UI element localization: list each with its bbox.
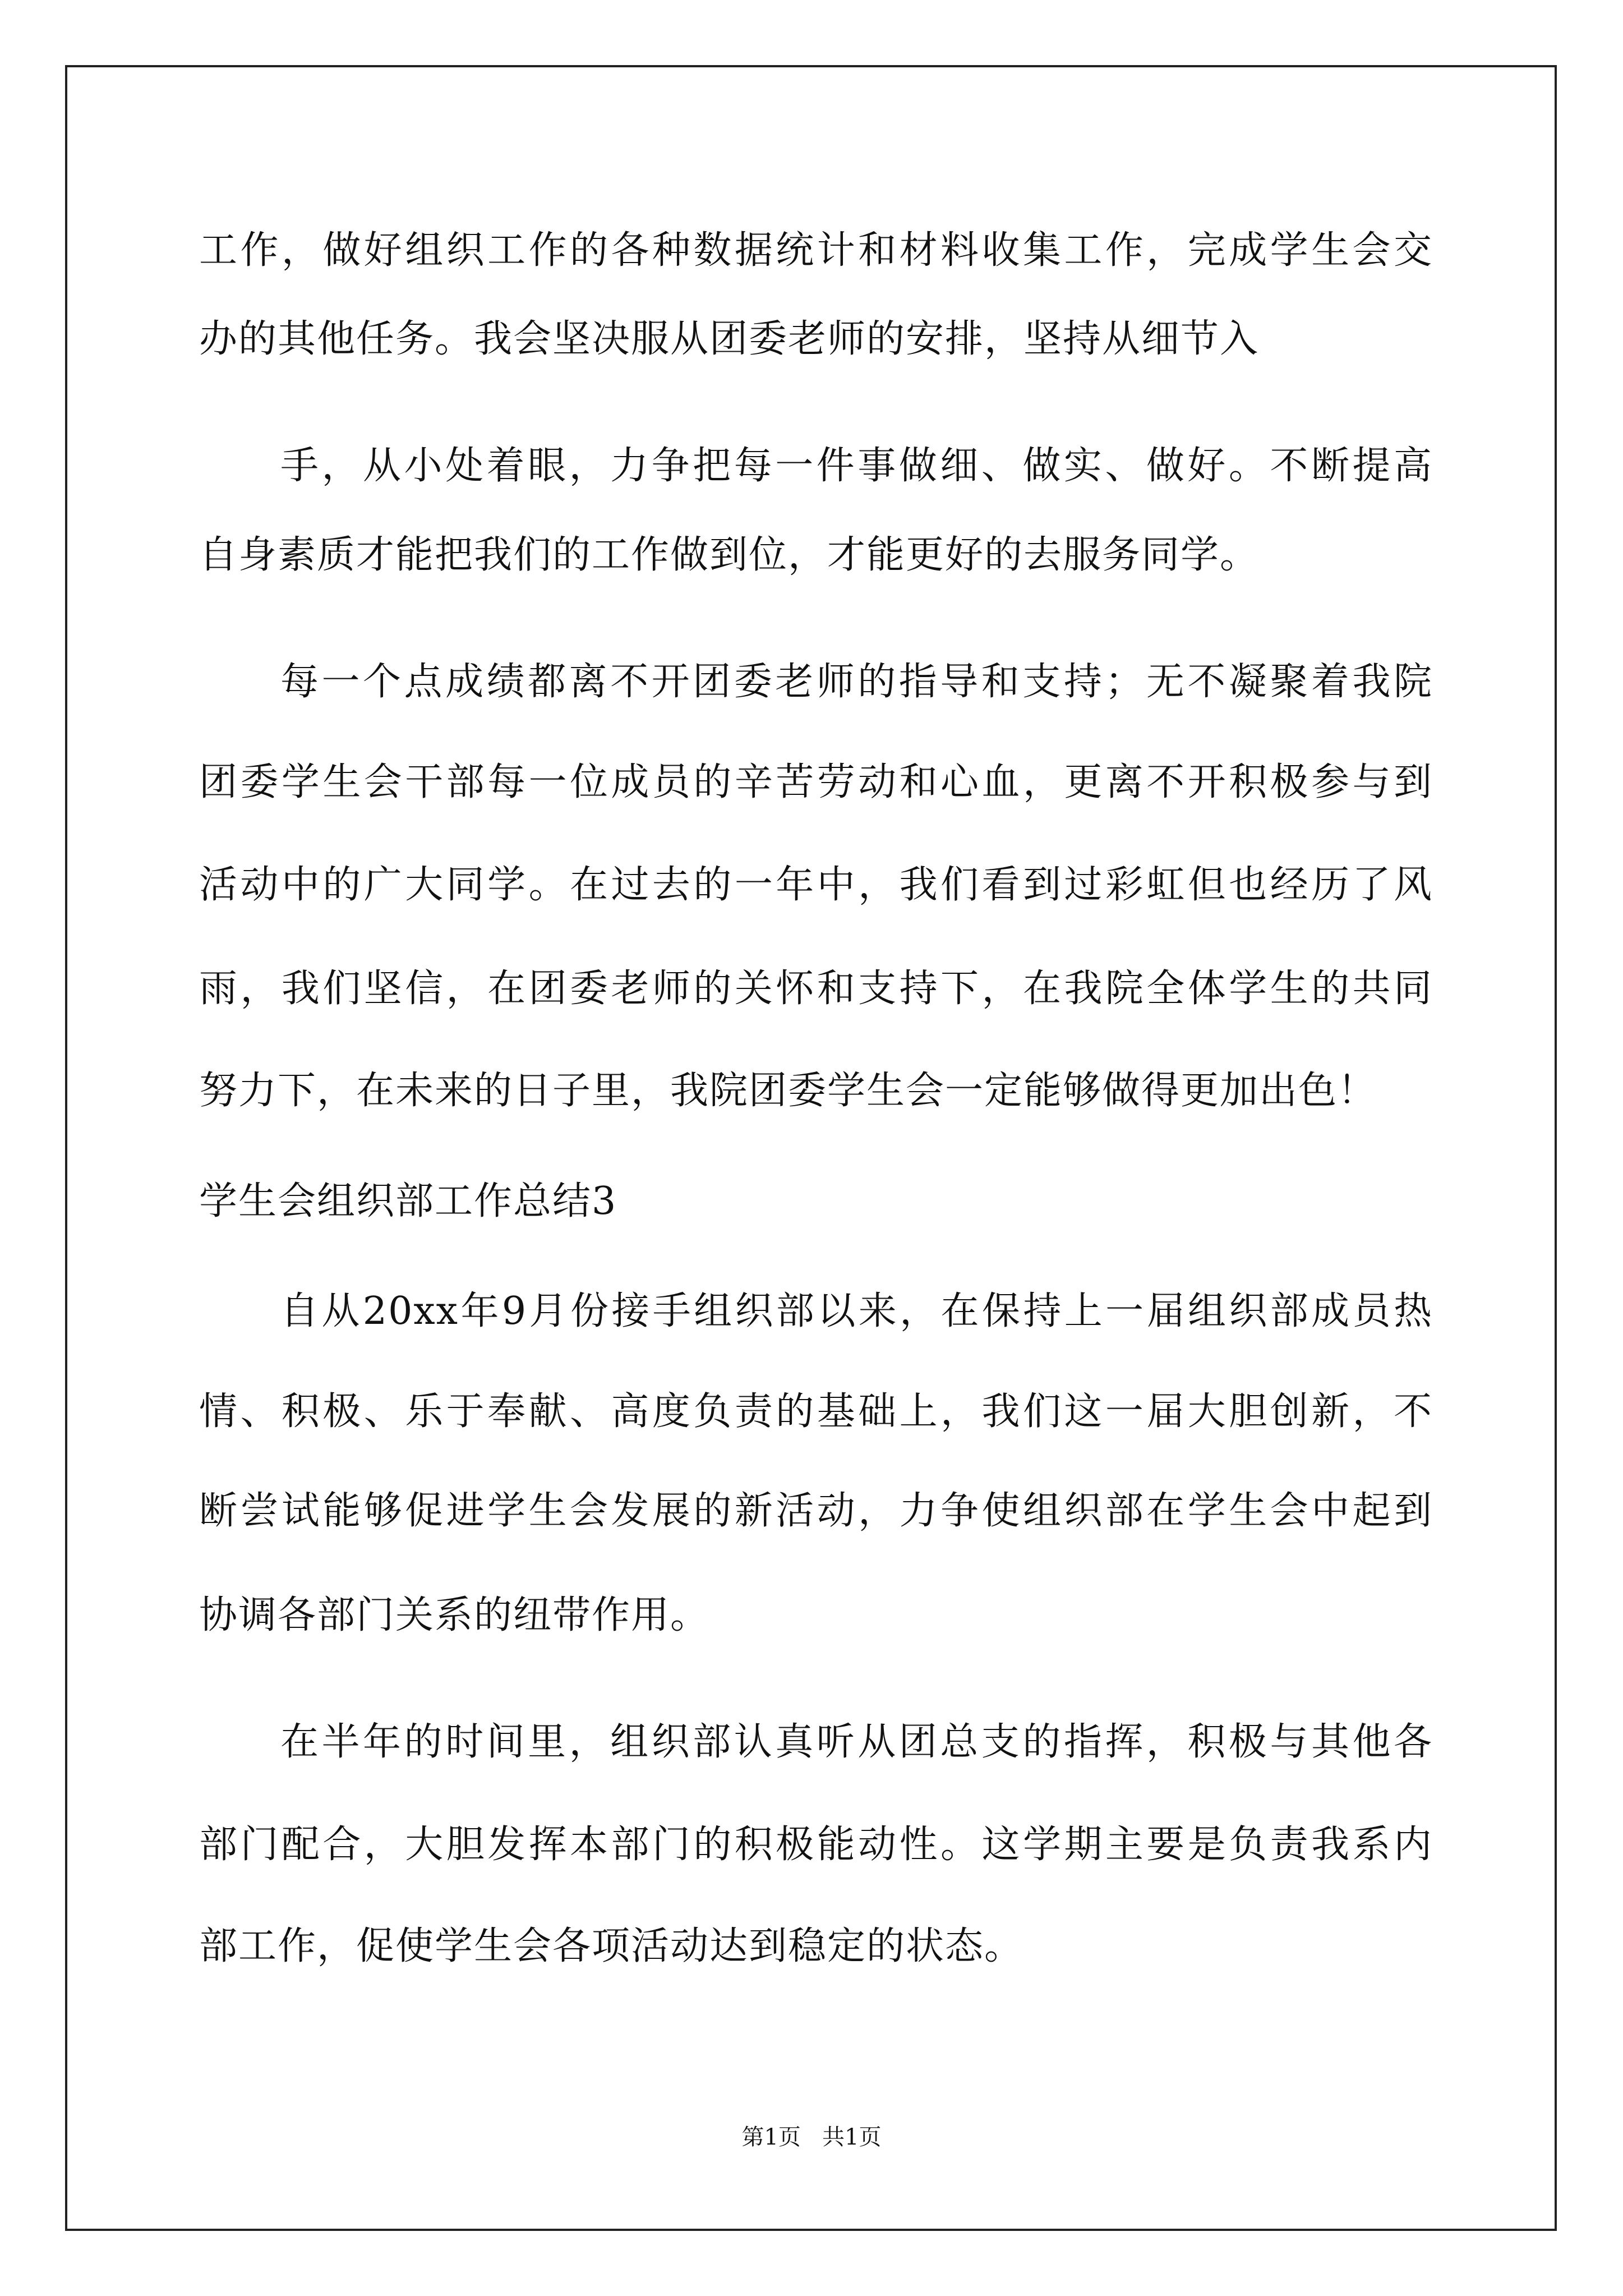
text-line: 断尝试能够促进学生会发展的新活动，力争使组织部在学生会中起到 <box>199 1489 1433 1533</box>
text-line: 每一个点成绩都离不开团委老师的指导和支持；无不凝聚着我院 <box>280 660 1433 704</box>
section-heading: 学生会组织部工作总结3 <box>199 1179 617 1223</box>
text-line: 雨，我们坚信，在团委老师的关怀和支持下，在我院全体学生的共同 <box>199 967 1433 1011</box>
text-line: 工作，做好组织工作的各种数据统计和材料收集工作，完成学生会交 <box>199 228 1433 273</box>
text-line: 部工作，促使学生会各项活动达到稳定的状态。 <box>199 1924 1024 1968</box>
text-line: 情、积极、乐于奉献、高度负责的基础上，我们这一届大胆创新，不 <box>199 1389 1433 1434</box>
text-line: 团委学生会干部每一位成员的辛苦劳动和心血，更离不开积极参与到 <box>199 760 1433 804</box>
page-number-footer: 第1页 共1页 <box>741 2124 882 2150</box>
text-line: 手，从小处着眼，力争把每一件事做细、做实、做好。不断提高 <box>280 444 1433 488</box>
page-border <box>65 65 1557 2231</box>
text-line: 自从20xx年9月份接手组织部以来，在保持上一届组织部成员热 <box>280 1289 1433 1333</box>
text-line: 活动中的广大同学。在过去的一年中，我们看到过彩虹但也经历了风 <box>199 863 1433 907</box>
text-line: 部门配合，大胆发挥本部门的积极能动性。这学期主要是负责我系内 <box>199 1823 1433 1867</box>
text-line: 在半年的时间里，组织部认真听从团总支的指挥，积极与其他各 <box>280 1720 1433 1764</box>
text-line: 努力下，在未来的日子里，我院团委学生会一定能够做得更加出色！ <box>199 1069 1377 1113</box>
text-line: 自身素质才能把我们的工作做到位，才能更好的去服务同学。 <box>199 533 1260 577</box>
text-line: 办的其他任务。我会坚决服从团委老师的安排，坚持从细节入 <box>199 317 1260 361</box>
text-line: 协调各部门关系的纽带作用。 <box>199 1593 710 1637</box>
